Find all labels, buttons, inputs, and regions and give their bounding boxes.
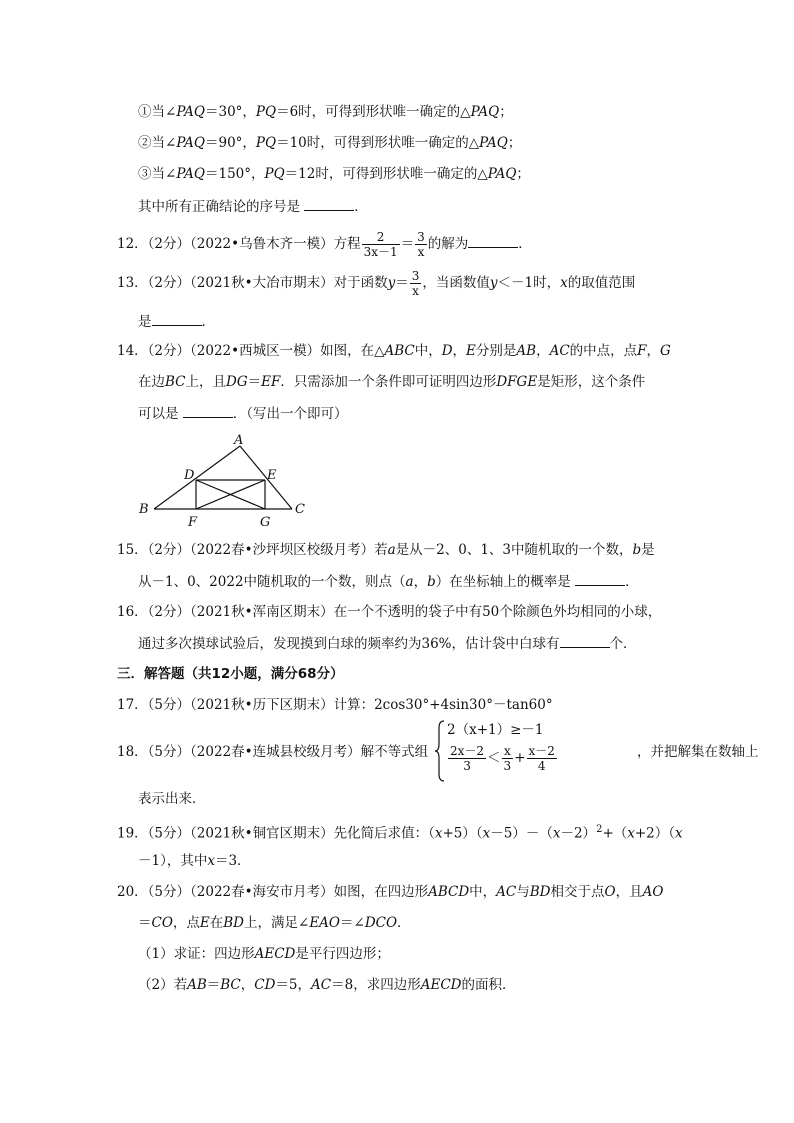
text: ，当函数值 bbox=[422, 275, 490, 291]
math-var: BC bbox=[165, 374, 186, 390]
text: （1）求证：四边形 bbox=[138, 946, 255, 962]
math-var: ABCD bbox=[428, 884, 470, 900]
question-19-line2 bbox=[138, 851, 251, 871]
option-2 bbox=[138, 133, 521, 153]
text: 个． bbox=[609, 636, 637, 652]
answer-blank bbox=[468, 233, 518, 248]
answer-blank bbox=[152, 311, 202, 326]
text: ， bbox=[240, 977, 255, 993]
label-d: D bbox=[184, 468, 195, 483]
text: ＝ bbox=[395, 275, 409, 291]
text: ，并把解集在数轴上 bbox=[637, 744, 759, 760]
text: ＝10时，可得到形状唯一确定的△ bbox=[276, 135, 480, 151]
math-var: EAO bbox=[309, 915, 340, 931]
text: 的取值范围 bbox=[567, 275, 636, 291]
math-var: AB bbox=[187, 977, 207, 993]
text: 18．（5分）（2022春•连城县校级月考）解不等式组 bbox=[117, 744, 429, 760]
text: ． bbox=[201, 314, 215, 330]
math-var: AECD bbox=[420, 977, 462, 993]
text: 是 bbox=[641, 542, 655, 558]
inequality-2 bbox=[447, 744, 558, 773]
text: ＝ bbox=[206, 977, 221, 993]
math-var: DFGE bbox=[496, 374, 538, 390]
text: 通过多次摸球试验后，发现摸到白球的频率约为36%，估计袋中白球有 bbox=[138, 636, 560, 652]
text: ， bbox=[452, 343, 467, 359]
text: ＝5， bbox=[275, 977, 312, 993]
text: 19．（5分）（2021秋•铜官区期末）先化简后求值：（ bbox=[117, 825, 435, 842]
text: 中， bbox=[469, 884, 497, 900]
text: +2）（ bbox=[634, 825, 676, 842]
math-var: x bbox=[560, 275, 568, 291]
math-var: PQ bbox=[255, 104, 277, 120]
text: ＝3． bbox=[214, 853, 251, 869]
math-var: D bbox=[441, 343, 453, 359]
math-var: E bbox=[466, 343, 476, 359]
text: ； bbox=[507, 135, 522, 151]
question-14-line3 bbox=[138, 403, 348, 424]
text: ＝ bbox=[247, 374, 262, 390]
text: 与 bbox=[516, 884, 530, 900]
math-var: BD bbox=[223, 915, 245, 931]
question-19 bbox=[117, 820, 683, 844]
side-ab bbox=[154, 446, 240, 509]
text: +（ bbox=[602, 825, 628, 842]
math-var: O bbox=[604, 884, 616, 900]
text: －1），其中 bbox=[138, 853, 208, 869]
fraction bbox=[527, 744, 557, 773]
text: 上，且 bbox=[185, 374, 227, 390]
label-b: B bbox=[139, 502, 149, 517]
math-var: PAQ bbox=[176, 135, 205, 151]
denominator: x bbox=[412, 284, 419, 298]
math-var: PAQ bbox=[487, 166, 517, 182]
text: + bbox=[514, 750, 526, 766]
math-var: x bbox=[434, 825, 443, 842]
math-var: a bbox=[405, 574, 414, 590]
text: ， bbox=[536, 343, 550, 359]
text: 14．（2分）（2022•西城区一模）如图，在△ bbox=[117, 343, 385, 359]
label-f: F bbox=[188, 515, 198, 530]
text: ． bbox=[625, 574, 639, 590]
text: 是 bbox=[138, 314, 152, 330]
triangle-figure bbox=[130, 432, 320, 532]
numerator: 2x－2 bbox=[450, 744, 485, 758]
text: （2）若 bbox=[138, 977, 188, 993]
text: ②当∠ bbox=[138, 135, 177, 151]
math-var: CO bbox=[151, 915, 173, 931]
exponent: 2 bbox=[596, 824, 603, 835]
denominator: 3 bbox=[503, 759, 512, 773]
answer-blank bbox=[575, 571, 625, 586]
numerator: x bbox=[502, 744, 514, 759]
text: 是平行四边形； bbox=[295, 946, 390, 962]
text: +5）（ bbox=[442, 825, 483, 842]
math-var: BC bbox=[220, 977, 241, 993]
text: 是矩形，这个条件 bbox=[537, 374, 646, 390]
math-var: x bbox=[207, 853, 215, 869]
math-var: PAQ bbox=[176, 166, 205, 182]
inequality-1: 2（x+1）≥－1 bbox=[447, 722, 544, 738]
text: 在边 bbox=[138, 374, 165, 390]
text: ＝12时，可得到形状唯一确定的△ bbox=[284, 166, 488, 182]
math-var: PQ bbox=[264, 166, 285, 182]
label-c: C bbox=[295, 502, 305, 517]
text: ， bbox=[413, 574, 428, 590]
text: ． bbox=[518, 236, 532, 252]
fraction bbox=[415, 230, 427, 259]
text: 从－1、0、2022中随机取的一个数，则点（ bbox=[138, 574, 406, 590]
text: ； bbox=[516, 166, 530, 182]
math-var: AO bbox=[642, 884, 664, 900]
denominator: 4 bbox=[537, 759, 546, 773]
text: ＝150°， bbox=[204, 166, 265, 182]
question-18-line2: 表示出来． bbox=[138, 791, 206, 807]
question-12 bbox=[117, 228, 532, 260]
question-16-line2 bbox=[138, 633, 637, 654]
math-var: y bbox=[387, 275, 396, 291]
text: 的解为 bbox=[427, 236, 469, 252]
math-var: a bbox=[387, 542, 396, 558]
math-var: AC bbox=[311, 977, 332, 993]
question-15-line2 bbox=[138, 571, 639, 592]
text: 相交于点 bbox=[550, 884, 605, 900]
text: ＝ bbox=[400, 236, 415, 252]
option-3 bbox=[138, 164, 530, 184]
question-20 bbox=[117, 882, 663, 902]
text: 13．（2分）（2021秋•大冶市期末）对于函数 bbox=[117, 275, 388, 291]
text: ，且 bbox=[615, 884, 643, 900]
text: 12．（2分）（2022•乌鲁木齐一模）方程 bbox=[117, 236, 361, 252]
question-13-line2 bbox=[138, 311, 215, 332]
text: 在 bbox=[209, 915, 224, 931]
system-brace bbox=[435, 720, 445, 782]
math-var: ABC bbox=[384, 343, 415, 359]
text: ＜ bbox=[487, 750, 501, 766]
text: ．只需添加一个条件即可证明四边形 bbox=[280, 374, 497, 390]
text: ． bbox=[354, 199, 368, 215]
question-17: 17．（5分）（2021秋•历下区期末）计算：2cos30°+4sin30°－tan60° bbox=[117, 697, 553, 713]
math-var: EF bbox=[261, 374, 281, 390]
math-var: x bbox=[675, 825, 683, 842]
text: ）在坐标轴上的概率是 bbox=[435, 574, 571, 590]
fraction bbox=[362, 230, 400, 259]
text: －5）－（ bbox=[490, 825, 553, 842]
denominator: 3x－1 bbox=[363, 245, 398, 259]
question-14-line2 bbox=[138, 372, 645, 392]
math-var: CD bbox=[254, 977, 276, 993]
math-var: PAQ bbox=[479, 135, 508, 151]
math-var: x bbox=[627, 825, 635, 842]
math-var: DCO bbox=[364, 915, 398, 931]
question-13 bbox=[117, 267, 635, 299]
math-var: PAQ bbox=[176, 104, 205, 120]
numerator: 3 bbox=[411, 269, 420, 283]
text: ＝6时，可得到形状唯一确定的△ bbox=[276, 104, 471, 120]
math-var: F bbox=[637, 343, 647, 359]
math-var: AC bbox=[549, 343, 570, 359]
text: ，点 bbox=[172, 915, 200, 931]
answer-blank bbox=[560, 633, 610, 648]
math-var: AECD bbox=[254, 946, 296, 962]
text: 15．（2分）（2022春•沙坪坝区校级月考）若 bbox=[117, 542, 388, 558]
label-e: E bbox=[267, 468, 277, 483]
text: 16．（2分）（2021秋•浑南区期末）在一个不透明的袋子中有50个除颜色外均相同的小球， bbox=[117, 604, 662, 620]
section-heading: 三．解答题（共12小题，满分68分） bbox=[117, 666, 344, 682]
text: ， bbox=[646, 343, 661, 359]
text: 分别是 bbox=[475, 343, 517, 359]
text: ＝90°， bbox=[204, 135, 256, 151]
math-var: E bbox=[199, 915, 210, 931]
text: 20．（5分）（2022春•海安市月考）如图，在四边形 bbox=[117, 884, 429, 900]
text: －2） bbox=[560, 825, 597, 842]
text: ＝30°， bbox=[204, 104, 256, 120]
question-15 bbox=[117, 540, 655, 560]
text: ①当∠ bbox=[138, 104, 177, 120]
question-20-part1 bbox=[138, 944, 390, 964]
text: ＜－1时， bbox=[497, 275, 561, 291]
math-var: DG bbox=[226, 374, 248, 390]
fraction bbox=[410, 269, 422, 298]
text: 的面积． bbox=[461, 977, 516, 993]
text: 是从－2、0、1、3中随机取的一个数， bbox=[395, 542, 633, 558]
answer-blank bbox=[183, 403, 233, 418]
math-var: y bbox=[489, 275, 498, 291]
math-var: G bbox=[660, 343, 671, 359]
math-var: b bbox=[427, 574, 436, 590]
text: 上，满足∠ bbox=[244, 915, 310, 931]
denominator: x bbox=[417, 245, 425, 259]
question-16 bbox=[117, 602, 661, 622]
text: ＝∠ bbox=[340, 915, 365, 931]
numerator: 2 bbox=[362, 230, 400, 245]
label-g: G bbox=[260, 515, 271, 530]
conclusion-line bbox=[138, 196, 368, 217]
text: ．（写出一个即可） bbox=[232, 406, 348, 422]
text: 可以是 bbox=[138, 406, 179, 422]
text: 的中点，点 bbox=[569, 343, 638, 359]
denominator: 3 bbox=[463, 759, 471, 773]
math-var: PAQ bbox=[470, 104, 500, 120]
math-var: b bbox=[632, 542, 642, 558]
numerator: 3 bbox=[417, 230, 425, 244]
text: 其中所有正确结论的序号是 bbox=[138, 199, 300, 215]
side-ac bbox=[240, 446, 292, 509]
text: ； bbox=[499, 104, 513, 120]
option-1 bbox=[138, 102, 513, 122]
math-var: x bbox=[482, 825, 491, 842]
math-var: AC bbox=[496, 884, 517, 900]
text: ＝ bbox=[138, 915, 152, 931]
text: ． bbox=[397, 915, 411, 931]
text: ＝8，求四边形 bbox=[331, 977, 421, 993]
question-20-part2 bbox=[138, 975, 515, 995]
fraction bbox=[448, 744, 486, 773]
math-var: BD bbox=[529, 884, 551, 900]
question-14 bbox=[117, 341, 671, 361]
text: 中， bbox=[414, 343, 442, 359]
question-20-line2 bbox=[138, 913, 411, 933]
fraction bbox=[502, 744, 514, 773]
text: ③当∠ bbox=[138, 166, 177, 182]
answer-blank bbox=[304, 196, 354, 211]
math-var: PQ bbox=[255, 135, 277, 151]
math-var: AB bbox=[516, 343, 537, 359]
math-var: x bbox=[552, 825, 561, 842]
numerator: x－2 bbox=[528, 744, 555, 758]
label-a: A bbox=[234, 433, 244, 448]
